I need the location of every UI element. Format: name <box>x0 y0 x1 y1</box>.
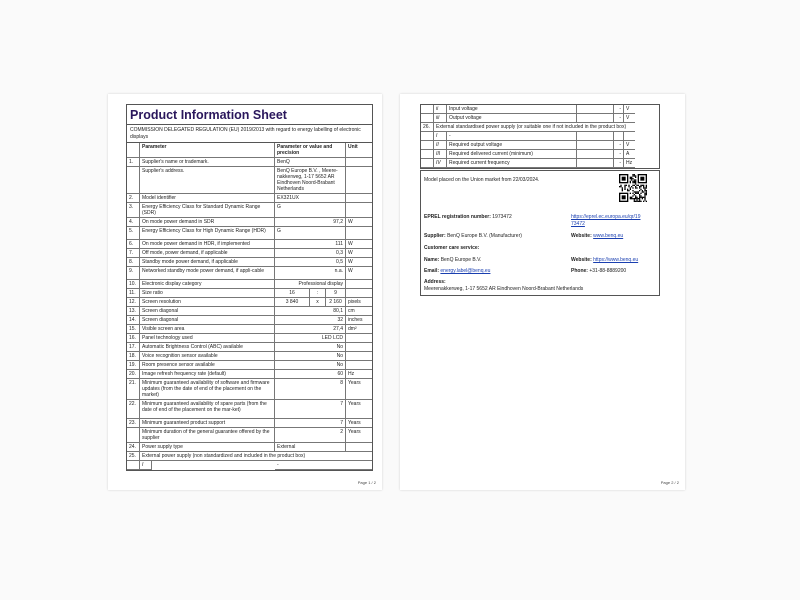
row-value: 0,5 <box>275 258 346 267</box>
page-title: Product Information Sheet <box>130 108 287 122</box>
row-number <box>421 159 434 168</box>
row-unit <box>346 280 372 289</box>
row-parameter: Screen resolution <box>140 298 275 307</box>
parameter-grid <box>127 143 372 470</box>
sub-spacer <box>577 141 614 150</box>
product-information-table <box>126 104 373 471</box>
care-heading: Customer care service: <box>424 245 480 251</box>
row-number: 14. <box>127 316 140 325</box>
row-value: 0,3 <box>275 249 346 258</box>
row-26-text: External standardised power supply (or suitable one if not included in the product box) <box>434 123 635 132</box>
row-unit: dm² <box>346 325 372 334</box>
row-unit <box>346 194 372 203</box>
website-row <box>571 233 623 240</box>
website2-link[interactable]: https://www.benq.eu <box>593 257 639 263</box>
sub-label: Output voltage <box>447 114 577 123</box>
supplier-value: BenQ Europe B.V. (Manufacturer) <box>447 233 522 239</box>
row-parameter: Screen diagonal <box>140 307 275 316</box>
row-number: 20. <box>127 370 140 379</box>
sub-symbol: iii <box>434 114 447 123</box>
eprel-url-2[interactable]: 73472 <box>571 220 585 227</box>
row-value: 8 <box>275 379 346 400</box>
row-parameter: Panel technology used <box>140 334 275 343</box>
page-1 <box>108 94 382 490</box>
row-value: External <box>275 443 346 452</box>
row-unit <box>346 334 372 343</box>
address-label: Address: <box>424 279 446 285</box>
row-number: 8. <box>127 258 140 267</box>
sub-unit: V <box>624 105 635 114</box>
row-number: 23. <box>127 419 140 428</box>
row-unit: W <box>346 240 372 249</box>
sub-spacer <box>577 132 614 141</box>
row-value: No <box>275 361 346 370</box>
row-parameter: Standby mode power demand, if applicable <box>140 258 275 267</box>
row-parameter: Networked standby mode power demand, if appli-cable <box>140 267 275 280</box>
row-value: 80,1 <box>275 307 346 316</box>
sub-spacer <box>577 114 614 123</box>
row-number: 5. <box>127 227 140 240</box>
eprel-link[interactable] <box>571 214 641 227</box>
row-value: 111 <box>275 240 346 249</box>
row-unit: W <box>346 267 372 280</box>
row-unit <box>346 361 372 370</box>
website-link[interactable]: www.benq.eu <box>593 233 624 239</box>
sub-spacer <box>577 105 614 114</box>
sub-symbol: I <box>140 461 152 470</box>
row-unit <box>346 343 372 352</box>
row-number: 22. <box>127 400 140 419</box>
row-value: No <box>275 352 346 361</box>
sub-value: - <box>614 150 624 159</box>
eprel-value: 1973472 <box>492 214 512 220</box>
row-number <box>421 141 434 150</box>
value-b: 9 <box>326 289 346 298</box>
sub-unit <box>624 132 635 141</box>
website-label: Website: <box>571 233 592 239</box>
row-parameter: Minimum duration of the general guarantee offered by the supplier <box>140 428 275 443</box>
row-unit <box>346 203 372 218</box>
row-unit: Years <box>346 419 372 428</box>
name-row <box>424 257 481 264</box>
row-unit: inches <box>346 316 372 325</box>
row-parameter: Screen diagonal <box>140 316 275 325</box>
row-unit: W <box>346 218 372 227</box>
eprel-label: EPREL registration number: <box>424 214 491 220</box>
row-number: 18. <box>127 352 140 361</box>
row-number: 3. <box>127 203 140 218</box>
row-number: 19. <box>127 361 140 370</box>
row-unit <box>346 352 372 361</box>
page-2 <box>400 94 685 490</box>
row-number: 4. <box>127 218 140 227</box>
sub-spacer <box>577 150 614 159</box>
sub-unit: Hz <box>624 159 635 168</box>
row-unit <box>346 227 372 240</box>
sub-symbol: ii <box>434 105 447 114</box>
page-number: Page 1 / 2 <box>357 480 376 485</box>
sub-symbol: III <box>434 150 447 159</box>
page-number: Page 2 / 2 <box>660 480 679 485</box>
row-number: 25. <box>127 452 140 461</box>
sub-value: - <box>614 105 624 114</box>
power-supply-table <box>420 104 660 169</box>
row-number: 21. <box>127 379 140 400</box>
supplier-info-box <box>420 170 660 296</box>
row-parameter: On mode power demand in SDR <box>140 218 275 227</box>
row-unit <box>346 289 372 298</box>
row-value: No <box>275 343 346 352</box>
row-value: G <box>275 227 346 240</box>
row-value: EX321UX <box>275 194 346 203</box>
name-label: Name: <box>424 257 440 263</box>
row-parameter: Electronic display category <box>140 280 275 289</box>
name-value: BenQ Europe B.V. <box>440 257 482 263</box>
row-value: 32 <box>275 316 346 325</box>
sub-unit: V <box>624 141 635 150</box>
row-number: 9. <box>127 267 140 280</box>
value-a: 3 840 <box>275 298 310 307</box>
row-unit: W <box>346 249 372 258</box>
row-value: 60 <box>275 370 346 379</box>
row-number: 2. <box>127 194 140 203</box>
sub-label: Required output voltage <box>447 141 577 150</box>
row-number: 26. <box>421 123 434 132</box>
row-value: 2 <box>275 428 346 443</box>
row-value: BenQ <box>275 158 346 167</box>
row-parameter: Power supply type <box>140 443 275 452</box>
header-no <box>127 143 140 158</box>
value-separator: : <box>310 289 326 298</box>
sub-label: Required delivered current (minimum) <box>447 150 577 159</box>
row-number <box>127 461 140 470</box>
row-value: 27,4 <box>275 325 346 334</box>
row-number <box>421 132 434 141</box>
address-value: Meerenakkerweg, 1-17 5652 AR Eindhoven Noord-Brabant Netherlands <box>424 286 584 292</box>
value-separator: x <box>310 298 326 307</box>
header-parameter: Parameter <box>140 143 275 158</box>
row-number <box>127 167 140 194</box>
row-unit: Years <box>346 379 372 400</box>
eprel-row <box>424 214 512 221</box>
supplier-row <box>424 233 522 240</box>
row-number: 16. <box>127 334 140 343</box>
title-cell <box>127 105 372 125</box>
sub-label: - <box>447 132 577 141</box>
sub-unit: V <box>624 114 635 123</box>
row-parameter: Minimum guaranteed availability of spare parts (from the date of end of the placement on the mar-ket) <box>140 400 275 419</box>
value-b: 2 160 <box>326 298 346 307</box>
row-number: 13. <box>127 307 140 316</box>
eprel-url-1[interactable]: https://eprel.ec.europa.eu/qr/19 <box>571 214 641 220</box>
row-parameter: Energy Efficiency Class for High Dynamic Range (HDR) <box>140 227 275 240</box>
row-number <box>421 105 434 114</box>
email-label: Email: <box>424 268 440 274</box>
row-value: G <box>275 203 346 218</box>
row-number <box>421 150 434 159</box>
row-value: LED LCD <box>275 334 346 343</box>
header-value: Parameter or value and precision <box>275 143 346 158</box>
row-value: BenQ Europe B.V. , Meere-nakkerweg, 1-17 5652 AR Eindhoven Noord-Brabant Netherlands <box>275 167 346 194</box>
row-parameter: Off mode, power demand, if applicable <box>140 249 275 258</box>
row-parameter: Size ratio <box>140 289 275 298</box>
row-number: 24. <box>127 443 140 452</box>
row-unit: pixels <box>346 298 372 307</box>
row-number: 11. <box>127 289 140 298</box>
row-number: 12. <box>127 298 140 307</box>
email-row <box>424 268 490 275</box>
row-number: 15. <box>127 325 140 334</box>
row-unit <box>346 167 372 194</box>
row-parameter: Model identifier <box>140 194 275 203</box>
sub-label: Input voltage <box>447 105 577 114</box>
row-parameter: Room presence sensor available <box>140 361 275 370</box>
row-unit <box>346 443 372 452</box>
sub-unit: A <box>624 150 635 159</box>
row-parameter: Voice recognition sensor available <box>140 352 275 361</box>
value-a: 16 <box>275 289 310 298</box>
row-parameter: Supplier's name or trademark. <box>140 158 275 167</box>
row-value: n.a. <box>275 267 346 280</box>
market-date: Model placed on the Union market from 22/03/2024. <box>424 177 540 183</box>
row-parameter: Automatic Brightness Control (ABC) available <box>140 343 275 352</box>
sub-label: Required current frequency <box>447 159 577 168</box>
row-parameter: Energy Efficiency Class for Standard Dynamic Range (SDR) <box>140 203 275 218</box>
phone-label: Phone: <box>571 268 588 274</box>
website2-row <box>571 257 638 264</box>
row-number <box>421 114 434 123</box>
row-parameter: Minimum guaranteed availability of software and firmware updates (from the date of end of the placement on the market) <box>140 379 275 400</box>
row-parameter: Minimum guaranteed product support <box>140 419 275 428</box>
row-number: 17. <box>127 343 140 352</box>
sub-symbol: I <box>434 132 447 141</box>
website2-label: Website: <box>571 257 592 263</box>
row-number: 7. <box>127 249 140 258</box>
row-number: 10. <box>127 280 140 289</box>
row-unit: Years <box>346 400 372 419</box>
sub-value: - <box>614 159 624 168</box>
row-value: 97,2 <box>275 218 346 227</box>
row-parameter: Visible screen area <box>140 325 275 334</box>
sub-symbol: IV <box>434 159 447 168</box>
header-unit: Unit <box>346 143 372 158</box>
sub-symbol: II <box>434 141 447 150</box>
sub-value <box>614 132 624 141</box>
qr-code-icon <box>619 174 647 202</box>
row-number: 1. <box>127 158 140 167</box>
phone-row <box>571 268 626 275</box>
row-value: Professional display <box>275 280 346 289</box>
row-parameter: Image refresh frequency rate (default) <box>140 370 275 379</box>
row-unit: Hz <box>346 370 372 379</box>
row-parameter: On mode power demand in HDR, if implemented <box>140 240 275 249</box>
email-link[interactable]: energy.label@benq.eu <box>440 268 491 274</box>
row-value: 7 <box>275 419 346 428</box>
row-unit: W <box>346 258 372 267</box>
phone-value: +31-88-8889200 <box>589 268 627 274</box>
sub-value: - <box>275 461 372 470</box>
supplier-label: Supplier: <box>424 233 446 239</box>
row-number: 6. <box>127 240 140 249</box>
row-25-text: External power supply (non standardized and included in the product box) <box>140 452 372 461</box>
sub-value: - <box>614 114 624 123</box>
row-number <box>127 428 140 443</box>
row-unit: Years <box>346 428 372 443</box>
regulation-text: COMMISSION DELEGATED REGULATION (EU) 2019/2013 with regard to energy labelling of electronic displays <box>127 125 372 143</box>
sub-value: - <box>614 141 624 150</box>
row-parameter: Supplier's address. <box>140 167 275 194</box>
sub-spacer <box>577 159 614 168</box>
row-value: 7 <box>275 400 346 419</box>
row-unit: cm <box>346 307 372 316</box>
row-unit <box>346 158 372 167</box>
